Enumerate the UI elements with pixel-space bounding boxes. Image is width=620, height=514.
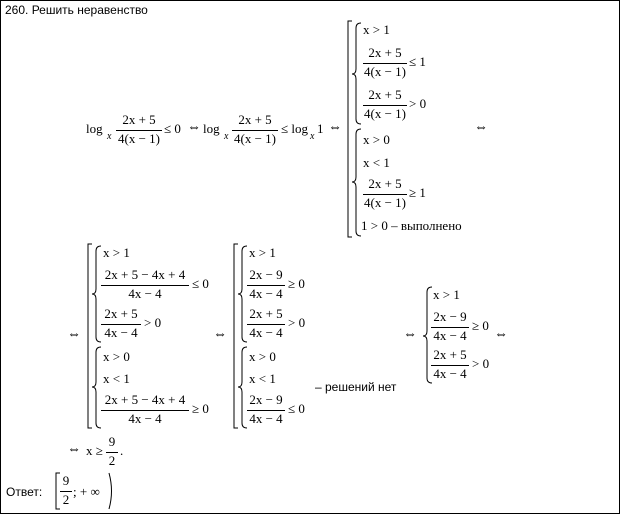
s4-a2-rel: ≥ 0 <box>472 318 489 333</box>
no-solutions-note: – решений нет <box>315 380 397 394</box>
s3-a2-rel: ≥ 0 <box>288 276 305 291</box>
answer-fraction: 9 2 <box>60 474 72 508</box>
answer-rest: ; + ∞ <box>73 484 100 499</box>
s3-a1: x > 1 <box>249 245 276 260</box>
s4-a2-fraction: 2x − 9 4x − 4 <box>431 310 469 344</box>
s3-a3-fraction: 2x + 5 4x − 4 <box>247 307 285 341</box>
s2-a3-rel: > 0 <box>144 315 162 330</box>
s2-b1: x > 0 <box>103 349 130 364</box>
log-base-3: x <box>310 131 315 142</box>
log-symbol: log <box>86 121 103 136</box>
brackets-layer <box>1 1 619 513</box>
s1-b3-fraction: 2x + 5 4(x − 1) <box>364 176 406 210</box>
s4-a1: x > 1 <box>433 287 460 302</box>
s3-a3-rel: > 0 <box>288 315 306 330</box>
s1-a1: x > 1 <box>363 22 390 37</box>
intro-fraction-2: 2x + 5 4(x − 1) <box>234 112 276 146</box>
intro-fraction-1: 2x + 5 4(x − 1) <box>118 112 160 146</box>
iff-before-system-3: ⇔ <box>213 327 227 342</box>
iff-result: ⇔ <box>67 442 81 457</box>
s1-a2-fraction: 2x + 5 4(x − 1) <box>364 45 406 79</box>
log-base: x <box>107 131 112 142</box>
s1-b3-rel: ≥ 1 <box>409 185 426 200</box>
result-dot: . <box>120 443 124 458</box>
s3-a2-fraction: 2x − 9 4x − 4 <box>247 268 285 302</box>
s2-b3-fraction: 2x + 5 − 4x + 4 4x − 4 <box>101 393 189 427</box>
problem-title: 260. Решить неравенство <box>5 3 148 17</box>
iff-after-system-1: ⇔ <box>474 120 488 135</box>
s2-a3-fraction: 2x + 5 4x − 4 <box>101 307 141 341</box>
s3-b3-fraction: 2x − 9 4x − 4 <box>247 393 285 427</box>
iff-after-system-4: ⇔ <box>494 327 508 342</box>
s1-a3-rel: > 0 <box>409 96 427 111</box>
s1-a2-rel: ≤ 1 <box>409 54 426 69</box>
s4-a3-fraction: 2x + 5 4x − 4 <box>431 348 469 382</box>
s1-a3-fraction: 2x + 5 4(x − 1) <box>364 87 406 121</box>
iff-before-system-2: ⇔ <box>67 327 81 342</box>
log-arg-one: 1 <box>317 121 324 136</box>
s3-b1: x > 0 <box>249 349 276 364</box>
s2-a2-rel: ≤ 0 <box>192 276 209 291</box>
log-symbol-2: log <box>203 121 220 136</box>
s3-b2: x < 1 <box>249 371 276 386</box>
s1-b2: x < 1 <box>363 155 390 170</box>
s2-b2: x < 1 <box>103 371 130 386</box>
result-lhs: x ≥ <box>86 443 103 458</box>
s2-a2-fraction: 2x + 5 − 4x + 4 4x − 4 <box>101 268 189 302</box>
iff-symbol-2: ⇔ <box>328 120 342 135</box>
s4-a3-rel: > 0 <box>472 356 490 371</box>
s2-a1: x > 1 <box>103 245 130 260</box>
iff-before-system-4: ⇔ <box>403 327 417 342</box>
s3-b3-rel: ≤ 0 <box>288 401 305 416</box>
s1-b1: x > 0 <box>363 132 390 147</box>
s2-b3-rel: ≥ 0 <box>192 401 209 416</box>
rel-le0: ≤ 0 <box>164 121 181 136</box>
iff-symbol: ⇔ <box>187 120 201 135</box>
rel-le-log: ≤ log <box>281 121 308 136</box>
log-base-2: x <box>224 131 229 142</box>
result-fraction: 9 2 <box>106 435 118 469</box>
s1-b4: 1 > 0 – выполнено <box>361 218 462 233</box>
answer-label: Ответ: <box>6 485 43 499</box>
